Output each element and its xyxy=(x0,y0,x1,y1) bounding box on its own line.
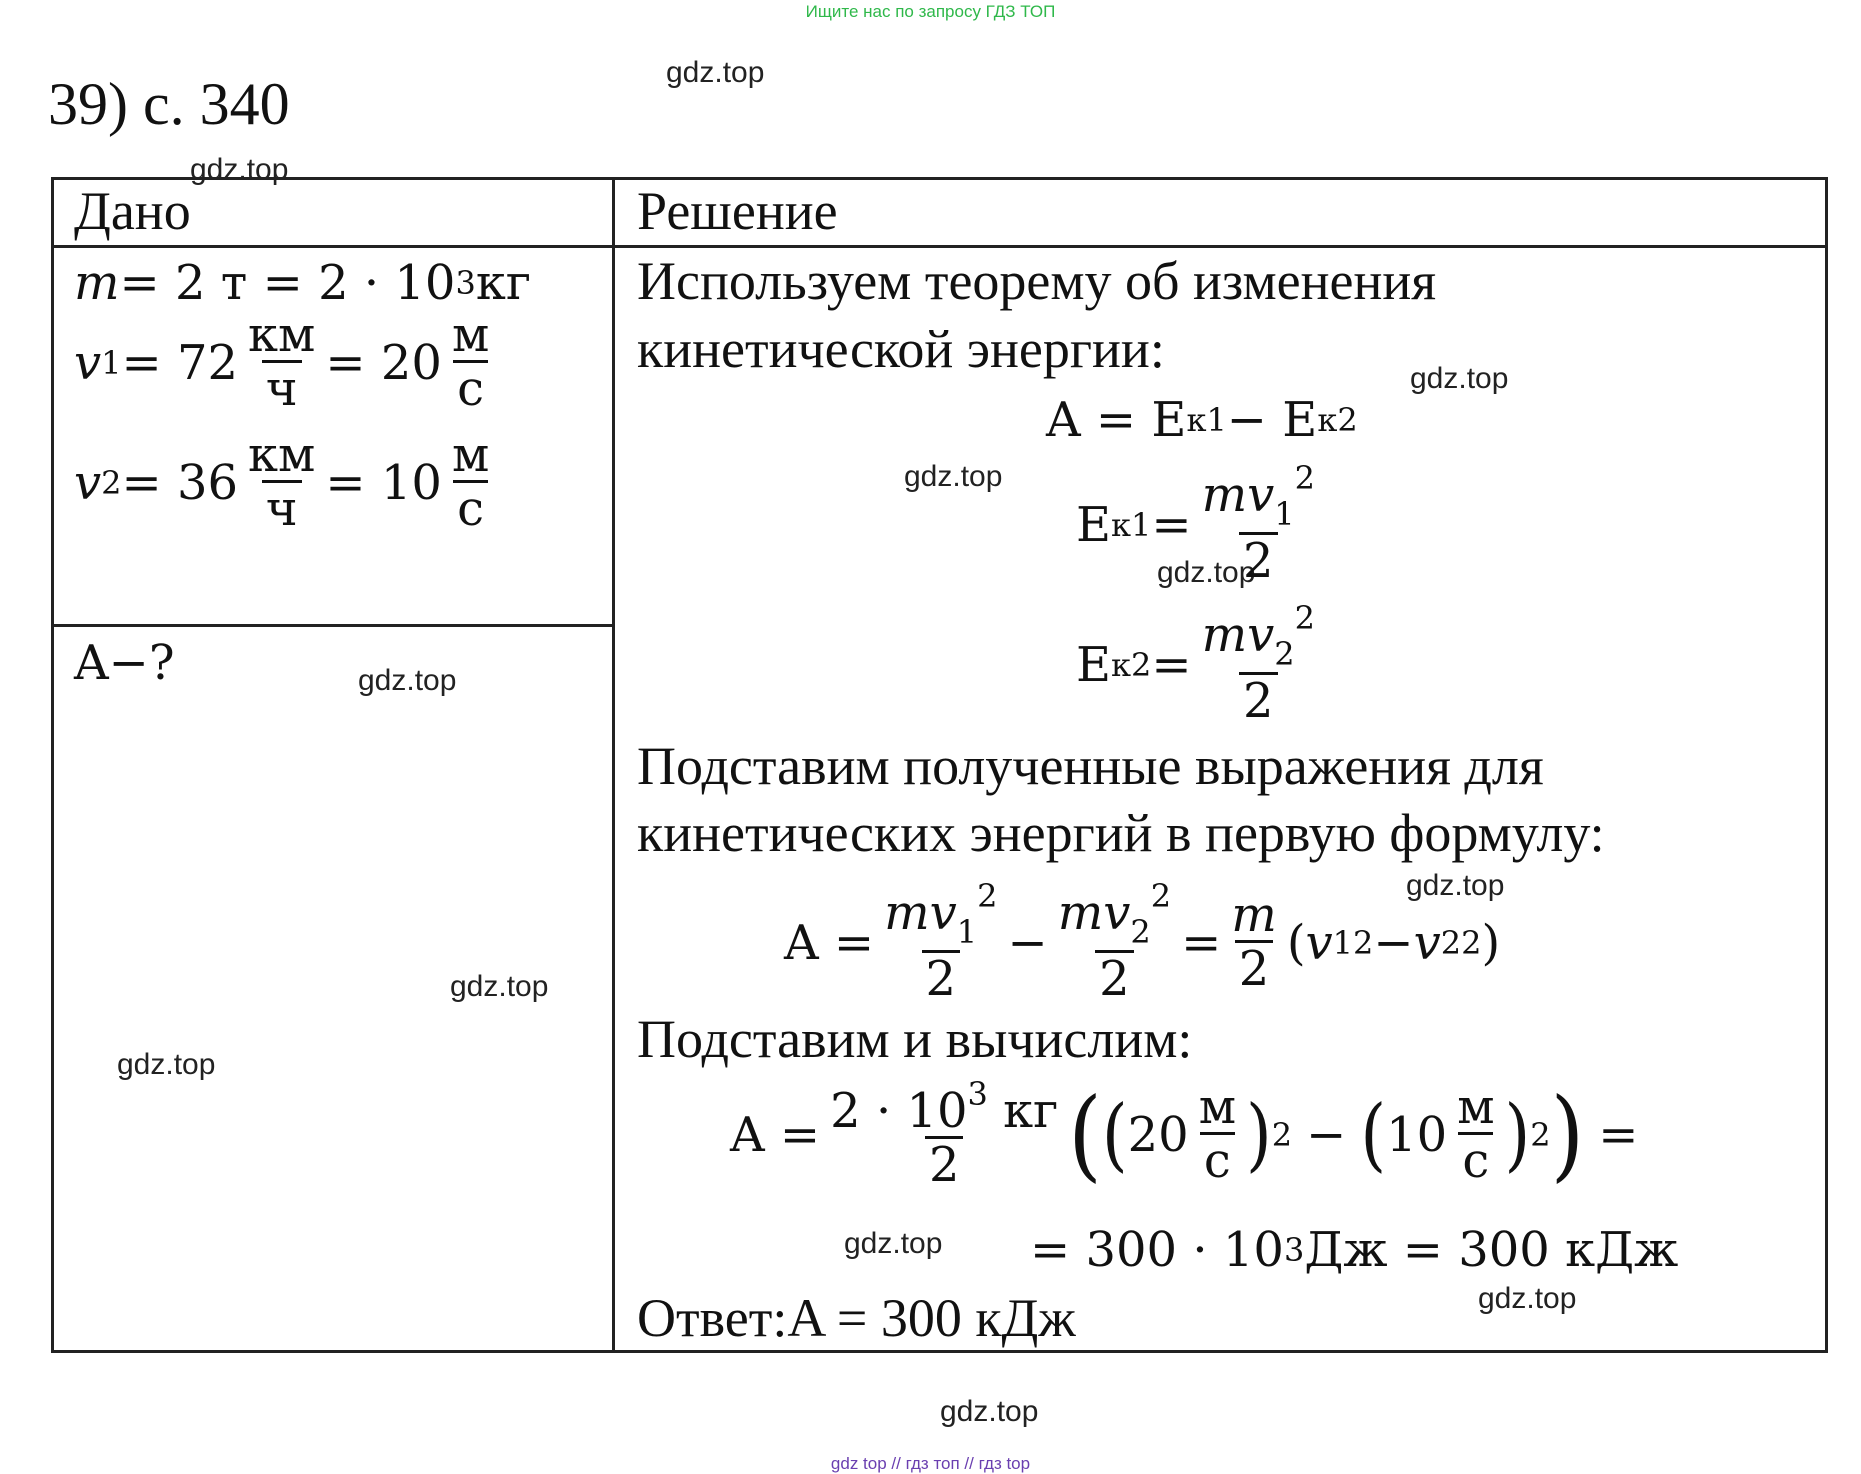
subst-line-1: Подставим полученные выражения для xyxy=(637,736,1544,796)
watermark: gdz.top xyxy=(844,1227,943,1260)
watermark: gdz.top xyxy=(1478,1282,1577,1315)
formula-work-final: A = $\frac{mv_1^2}{2}$ − $\frac{mv_2^2}{2}$ = $\frac{m}{2}$ ( v 1 2 − v 2 2 ) xyxy=(784,877,1501,1007)
watermark: gdz.top xyxy=(940,1395,1039,1428)
formula-work-energy: A = E к1 − E к2 xyxy=(1046,392,1358,448)
watermark: gdz.top xyxy=(666,56,765,89)
table-divider xyxy=(51,245,1828,248)
solution-header: Решение xyxy=(637,181,838,241)
watermark: gdz.top xyxy=(904,460,1003,493)
subst-line-2: кинетических энергий в первую формулу: xyxy=(637,803,1605,863)
watermark: gdz.top xyxy=(450,970,549,1003)
given-mass: m = 2 т = 2 · 10 3 кг xyxy=(74,255,531,311)
watermark: gdz.top xyxy=(1157,556,1256,589)
watermark: gdz.top xyxy=(117,1048,216,1081)
find-label: A−? xyxy=(74,635,175,691)
problem-number: 39) с. 340 xyxy=(48,71,290,137)
watermark: gdz.top xyxy=(358,664,457,697)
compute-result: = 300 · 10 3 Дж = 300 кДж xyxy=(1030,1222,1679,1278)
watermark: gdz.top xyxy=(190,153,289,186)
intro-line-1: Используем теорему об изменения xyxy=(637,251,1437,311)
answer: Ответ:A = 300 кДж xyxy=(637,1288,1076,1348)
table-divider xyxy=(612,177,615,1353)
watermark: gdz.top xyxy=(1406,869,1505,902)
compute-label: Подставим и вычислим: xyxy=(637,1009,1193,1069)
footer-links: gdz top // гдз топ // гдз top xyxy=(830,1454,1031,1473)
given-v1: v 1 = 72 $\frac{км}{ч}$ = 20 $\frac{м}{с}$ xyxy=(74,307,490,418)
formula-ek2: E к2 = $\frac{mv_2^2}{2}$ xyxy=(1076,599,1315,729)
formula-ek1: E к1 = $\frac{mv_1^2}{2}$ xyxy=(1076,459,1315,589)
watermark: gdz.top xyxy=(1410,362,1509,395)
top-banner: Ищите нас по запросу ГДЗ ТОП xyxy=(805,2,1056,21)
table-divider xyxy=(51,624,615,627)
formula-compute: A = $\frac{2 \cdot 10^3 кг}{2}$ ( ( 20 $\frac{м}{с}$ ) 2 − ( 10 $\frac{м}{с}$ ) 2 ) = xyxy=(730,1075,1639,1194)
given-header: Дано xyxy=(74,181,191,241)
given-v2: v 2 = 36 $\frac{км}{ч}$ = 10 $\frac{м}{с}$ xyxy=(74,427,490,538)
intro-line-2: кинетической энергии: xyxy=(637,319,1165,379)
